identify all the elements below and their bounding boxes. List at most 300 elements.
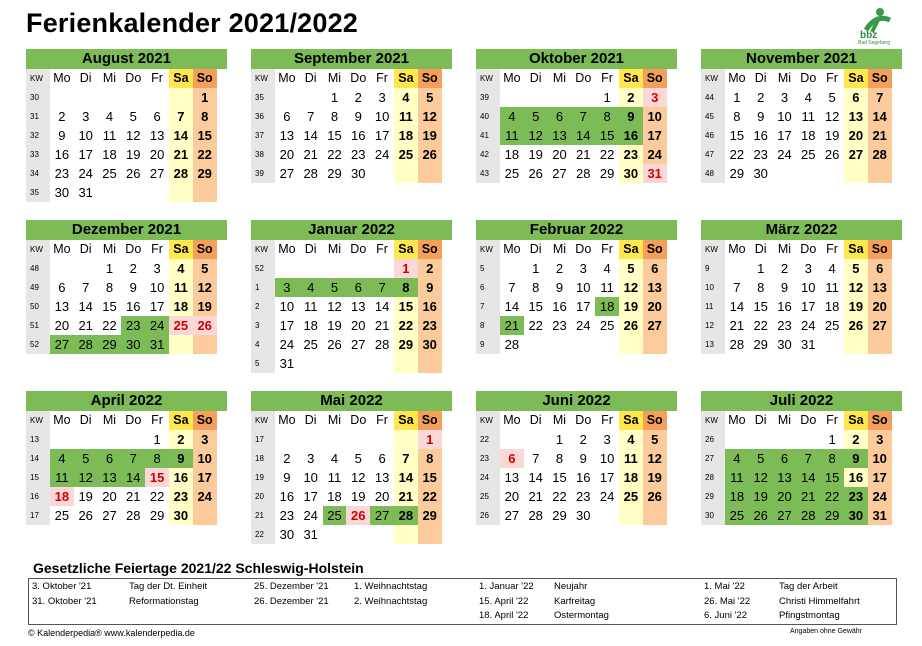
calendar-day[interactable]: 6 xyxy=(283,109,291,124)
calendar-day[interactable]: 6 xyxy=(643,259,667,278)
calendar-day[interactable]: 2 xyxy=(844,430,868,449)
calendar-day[interactable]: 28 xyxy=(504,337,520,352)
calendar-day[interactable]: 19 xyxy=(126,147,141,162)
calendar-day[interactable]: 25 xyxy=(619,487,643,506)
calendar-day[interactable]: 20 xyxy=(552,147,567,162)
calendar-day[interactable]: 18 xyxy=(50,487,74,506)
calendar-day[interactable]: 5 xyxy=(354,451,362,466)
calendar-day[interactable]: 17 xyxy=(78,147,93,162)
calendar-day[interactable]: 21 xyxy=(729,318,745,333)
calendar-day[interactable]: 1 xyxy=(418,430,442,449)
calendar-day[interactable]: 7 xyxy=(394,449,418,468)
calendar-day[interactable]: 9 xyxy=(757,109,765,124)
calendar-day[interactable]: 6 xyxy=(153,109,161,124)
calendar-day[interactable]: 30 xyxy=(351,166,366,181)
calendar-day[interactable]: 13 xyxy=(351,299,366,314)
calendar-day[interactable]: 2 xyxy=(354,90,362,105)
calendar-day[interactable]: 24 xyxy=(374,147,390,162)
calendar-day[interactable]: 6 xyxy=(773,449,797,468)
calendar-day[interactable]: 4 xyxy=(50,449,74,468)
calendar-day[interactable]: 15 xyxy=(528,299,543,314)
calendar-day[interactable]: 3 xyxy=(378,90,386,105)
calendar-day[interactable]: 21 xyxy=(169,145,193,164)
calendar-day[interactable]: 16 xyxy=(169,468,193,487)
calendar-day[interactable]: 7 xyxy=(508,280,516,295)
calendar-day[interactable]: 8 xyxy=(555,451,564,466)
calendar-day[interactable]: 18 xyxy=(102,147,117,162)
calendar-day[interactable]: 15 xyxy=(394,297,418,316)
calendar-day[interactable]: 1 xyxy=(193,88,217,107)
calendar-day[interactable]: 23 xyxy=(279,508,295,523)
calendar-day[interactable]: 26 xyxy=(619,316,643,335)
calendar-day[interactable]: 19 xyxy=(844,297,868,316)
calendar-day[interactable]: 17 xyxy=(576,299,591,314)
calendar-day[interactable]: 31 xyxy=(643,164,667,183)
calendar-day[interactable]: 31 xyxy=(78,185,93,200)
calendar-day[interactable]: 22 xyxy=(528,318,543,333)
calendar-day[interactable]: 30 xyxy=(619,164,643,183)
calendar-day[interactable]: 14 xyxy=(303,128,318,143)
calendar-day[interactable]: 30 xyxy=(418,335,442,354)
calendar-day[interactable]: 20 xyxy=(868,297,892,316)
calendar-day[interactable]: 13 xyxy=(844,107,868,126)
calendar-day[interactable]: 25 xyxy=(801,147,816,162)
calendar-day[interactable]: 18 xyxy=(303,318,318,333)
calendar-day[interactable]: 9 xyxy=(579,451,587,466)
calendar-day[interactable]: 21 xyxy=(796,487,820,506)
calendar-day[interactable]: 17 xyxy=(279,318,295,333)
calendar-day[interactable]: 9 xyxy=(354,109,362,124)
calendar-day[interactable]: 23 xyxy=(619,145,643,164)
calendar-day[interactable]: 14 xyxy=(504,299,520,314)
calendar-day[interactable]: 8 xyxy=(330,109,339,124)
calendar-day[interactable]: 7 xyxy=(796,449,820,468)
calendar-day[interactable]: 10 xyxy=(576,280,591,295)
calendar-day[interactable]: 6 xyxy=(868,259,892,278)
calendar-day[interactable]: 16 xyxy=(126,299,141,314)
calendar-day[interactable]: 28 xyxy=(796,506,820,525)
calendar-day[interactable]: 11 xyxy=(801,109,816,124)
calendar-day[interactable]: 20 xyxy=(844,126,868,145)
calendar-day[interactable]: 11 xyxy=(600,280,614,295)
calendar-day[interactable]: 5 xyxy=(193,259,217,278)
calendar-day[interactable]: 24 xyxy=(599,489,615,504)
calendar-day[interactable]: 26 xyxy=(327,337,342,352)
calendar-day[interactable]: 12 xyxy=(327,299,342,314)
calendar-day[interactable]: 25 xyxy=(169,316,193,335)
calendar-day[interactable]: 13 xyxy=(149,128,165,143)
calendar-day[interactable]: 11 xyxy=(825,280,839,295)
calendar-day[interactable]: 18 xyxy=(394,126,418,145)
calendar-day[interactable]: 12 xyxy=(824,109,840,124)
calendar-day[interactable]: 21 xyxy=(394,487,418,506)
calendar-day[interactable]: 1 xyxy=(757,261,765,276)
calendar-day[interactable]: 11 xyxy=(327,470,342,485)
calendar-day[interactable]: 2 xyxy=(619,88,643,107)
calendar-day[interactable]: 6 xyxy=(58,280,66,295)
calendar-day[interactable]: 17 xyxy=(868,468,892,487)
calendar-day[interactable]: 24 xyxy=(279,337,295,352)
calendar-day[interactable]: 10 xyxy=(78,128,93,143)
calendar-day[interactable]: 16 xyxy=(54,147,70,162)
calendar-day[interactable]: 25 xyxy=(725,506,749,525)
calendar-day[interactable]: 8 xyxy=(145,449,169,468)
calendar-day[interactable]: 18 xyxy=(619,468,643,487)
calendar-day[interactable]: 16 xyxy=(552,299,567,314)
calendar-day[interactable]: 3 xyxy=(153,261,161,276)
calendar-day[interactable]: 26 xyxy=(749,506,773,525)
calendar-day[interactable]: 7 xyxy=(733,280,741,295)
calendar-day[interactable]: 25 xyxy=(394,145,418,164)
calendar-day[interactable]: 12 xyxy=(74,468,98,487)
calendar-day[interactable]: 30 xyxy=(121,335,145,354)
calendar-day[interactable]: 8 xyxy=(105,280,114,295)
calendar-day[interactable]: 20 xyxy=(279,147,295,162)
calendar-day[interactable]: 15 xyxy=(102,299,117,314)
calendar-day[interactable]: 15 xyxy=(552,470,567,485)
calendar-day[interactable]: 24 xyxy=(145,316,169,335)
calendar-day[interactable]: 8 xyxy=(532,280,540,295)
calendar-day[interactable]: 5 xyxy=(129,109,137,124)
calendar-day[interactable]: 10 xyxy=(374,109,390,124)
calendar-day[interactable]: 20 xyxy=(374,489,390,504)
calendar-day[interactable]: 20 xyxy=(773,487,797,506)
calendar-day[interactable]: 31 xyxy=(279,356,295,371)
calendar-day[interactable]: 27 xyxy=(50,335,74,354)
calendar-day[interactable]: 13 xyxy=(374,470,390,485)
calendar-day[interactable]: 24 xyxy=(78,166,93,181)
calendar-day[interactable]: 23 xyxy=(552,318,567,333)
calendar-day[interactable]: 6 xyxy=(378,451,386,466)
calendar-day[interactable]: 20 xyxy=(643,297,667,316)
calendar-day[interactable]: 8 xyxy=(757,280,765,295)
calendar-day[interactable]: 20 xyxy=(504,489,520,504)
calendar-day[interactable]: 27 xyxy=(844,145,868,164)
calendar-day[interactable]: 19 xyxy=(643,468,667,487)
calendar-day[interactable]: 3 xyxy=(780,90,789,105)
calendar-day[interactable]: 25 xyxy=(323,506,347,525)
calendar-day[interactable]: 15 xyxy=(327,128,342,143)
calendar-day[interactable]: 11 xyxy=(725,468,749,487)
calendar-day[interactable]: 3 xyxy=(804,261,812,276)
calendar-day[interactable]: 4 xyxy=(828,261,836,276)
calendar-day[interactable]: 25 xyxy=(102,166,117,181)
calendar-day[interactable]: 29 xyxy=(149,508,165,523)
calendar-day[interactable]: 12 xyxy=(619,278,643,297)
calendar-day[interactable]: 12 xyxy=(524,126,548,145)
calendar-day[interactable]: 10 xyxy=(149,280,165,295)
calendar-day[interactable]: 27 xyxy=(351,337,366,352)
calendar-day[interactable]: 16 xyxy=(619,126,643,145)
calendar-day[interactable]: 18 xyxy=(801,128,816,143)
calendar-day[interactable]: 28 xyxy=(394,506,418,525)
calendar-day[interactable]: 26 xyxy=(193,316,217,335)
calendar-day[interactable]: 12 xyxy=(193,278,217,297)
calendar-day[interactable]: 14 xyxy=(374,299,390,314)
calendar-day[interactable]: 14 xyxy=(394,468,418,487)
calendar-day[interactable]: 22 xyxy=(552,489,567,504)
calendar-day[interactable]: 18 xyxy=(824,299,840,314)
calendar-day[interactable]: 28 xyxy=(729,337,745,352)
calendar-day[interactable]: 7 xyxy=(532,451,540,466)
calendar-day[interactable]: 14 xyxy=(121,468,145,487)
calendar-day[interactable]: 5 xyxy=(749,449,773,468)
calendar-day[interactable]: 2 xyxy=(58,109,66,124)
calendar-day[interactable]: 10 xyxy=(868,449,892,468)
calendar-day[interactable]: 12 xyxy=(643,449,667,468)
calendar-day[interactable]: 26 xyxy=(126,166,141,181)
calendar-day[interactable]: 2 xyxy=(418,259,442,278)
calendar-day[interactable]: 5 xyxy=(643,430,667,449)
calendar-day[interactable]: 17 xyxy=(149,299,165,314)
calendar-day[interactable]: 14 xyxy=(571,126,595,145)
calendar-day[interactable]: 29 xyxy=(753,337,768,352)
calendar-day[interactable]: 31 xyxy=(801,337,816,352)
calendar-day[interactable]: 7 xyxy=(82,280,90,295)
calendar-day[interactable]: 25 xyxy=(504,166,520,181)
calendar-day[interactable]: 24 xyxy=(868,487,892,506)
calendar-day[interactable]: 25 xyxy=(54,508,70,523)
calendar-day[interactable]: 22 xyxy=(418,487,442,506)
calendar-day[interactable]: 17 xyxy=(643,126,667,145)
calendar-day[interactable]: 19 xyxy=(749,487,773,506)
calendar-day[interactable]: 17 xyxy=(599,470,615,485)
calendar-day[interactable]: 21 xyxy=(868,126,892,145)
calendar-day[interactable]: 22 xyxy=(394,316,418,335)
calendar-day[interactable]: 23 xyxy=(169,487,193,506)
calendar-day[interactable]: 19 xyxy=(351,489,366,504)
calendar-day[interactable]: 5 xyxy=(323,278,347,297)
calendar-day[interactable]: 30 xyxy=(169,506,193,525)
calendar-day[interactable]: 4 xyxy=(500,107,524,126)
calendar-day[interactable]: 29 xyxy=(98,335,122,354)
calendar-day[interactable]: 31 xyxy=(303,527,318,542)
calendar-day[interactable]: 23 xyxy=(54,166,70,181)
calendar-day[interactable]: 19 xyxy=(619,297,643,316)
calendar-day[interactable]: 4 xyxy=(105,109,114,124)
calendar-day[interactable]: 21 xyxy=(78,318,93,333)
calendar-day[interactable]: 5 xyxy=(828,90,836,105)
calendar-day[interactable]: 17 xyxy=(801,299,816,314)
calendar-day[interactable]: 19 xyxy=(528,147,543,162)
calendar-day[interactable]: 13 xyxy=(98,468,122,487)
calendar-day[interactable]: 19 xyxy=(824,128,840,143)
calendar-day[interactable]: 27 xyxy=(552,166,567,181)
calendar-day[interactable]: 26 xyxy=(78,508,93,523)
calendar-day[interactable]: 7 xyxy=(868,88,892,107)
calendar-day[interactable]: 1 xyxy=(828,432,836,447)
calendar-day[interactable]: 19 xyxy=(78,489,93,504)
calendar-day[interactable]: 2 xyxy=(555,261,564,276)
calendar-day[interactable]: 3 xyxy=(275,278,299,297)
calendar-day[interactable]: 16 xyxy=(279,489,295,504)
calendar-day[interactable]: 3 xyxy=(307,451,315,466)
calendar-day[interactable]: 7 xyxy=(571,107,595,126)
calendar-day[interactable]: 18 xyxy=(169,297,193,316)
calendar-day[interactable]: 30 xyxy=(777,337,792,352)
calendar-day[interactable]: 19 xyxy=(418,126,442,145)
calendar-day[interactable]: 13 xyxy=(643,278,667,297)
calendar-day[interactable]: 1 xyxy=(394,259,418,278)
calendar-day[interactable]: 10 xyxy=(643,107,667,126)
calendar-day[interactable]: 29 xyxy=(599,166,615,181)
calendar-day[interactable]: 9 xyxy=(418,278,442,297)
calendar-day[interactable]: 14 xyxy=(528,470,543,485)
calendar-day[interactable]: 11 xyxy=(500,126,524,145)
calendar-day[interactable]: 9 xyxy=(129,280,137,295)
calendar-day[interactable]: 28 xyxy=(868,145,892,164)
calendar-day[interactable]: 10 xyxy=(777,109,792,124)
calendar-day[interactable]: 26 xyxy=(418,145,442,164)
calendar-day[interactable]: 15 xyxy=(595,126,619,145)
calendar-day[interactable]: 15 xyxy=(145,468,169,487)
calendar-day[interactable]: 27 xyxy=(370,506,394,525)
calendar-day[interactable]: 26 xyxy=(346,506,370,525)
calendar-day[interactable]: 8 xyxy=(394,278,418,297)
calendar-day[interactable]: 17 xyxy=(374,128,390,143)
calendar-day[interactable]: 9 xyxy=(58,128,66,143)
calendar-day[interactable]: 13 xyxy=(54,299,70,314)
calendar-day[interactable]: 7 xyxy=(370,278,394,297)
calendar-day[interactable]: 28 xyxy=(528,508,543,523)
calendar-day[interactable]: 22 xyxy=(729,147,745,162)
calendar-day[interactable]: 23 xyxy=(351,147,366,162)
calendar-day[interactable]: 25 xyxy=(824,318,840,333)
calendar-day[interactable]: 21 xyxy=(303,147,318,162)
calendar-day[interactable]: 24 xyxy=(777,147,792,162)
calendar-day[interactable]: 3 xyxy=(82,109,90,124)
calendar-day[interactable]: 10 xyxy=(599,451,615,466)
calendar-day[interactable]: 9 xyxy=(619,107,643,126)
calendar-day[interactable]: 14 xyxy=(796,468,820,487)
calendar-day[interactable]: 2 xyxy=(169,430,193,449)
calendar-day[interactable]: 22 xyxy=(327,147,342,162)
calendar-day[interactable]: 9 xyxy=(283,470,291,485)
calendar-day[interactable]: 22 xyxy=(193,145,217,164)
calendar-day[interactable]: 14 xyxy=(78,299,93,314)
calendar-day[interactable]: 20 xyxy=(149,147,165,162)
calendar-day[interactable]: 5 xyxy=(74,449,98,468)
calendar-day[interactable]: 11 xyxy=(50,468,74,487)
calendar-day[interactable]: 20 xyxy=(54,318,70,333)
calendar-day[interactable]: 12 xyxy=(844,278,868,297)
calendar-day[interactable]: 21 xyxy=(528,489,543,504)
calendar-day[interactable]: 13 xyxy=(773,468,797,487)
calendar-day[interactable]: 31 xyxy=(145,335,169,354)
calendar-day[interactable]: 29 xyxy=(729,166,745,181)
calendar-day[interactable]: 19 xyxy=(327,318,342,333)
calendar-day[interactable]: 15 xyxy=(193,126,217,145)
calendar-day[interactable]: 23 xyxy=(844,487,868,506)
calendar-day[interactable]: 9 xyxy=(169,449,193,468)
calendar-day[interactable]: 1 xyxy=(555,432,564,447)
calendar-day[interactable]: 7 xyxy=(121,449,145,468)
calendar-day[interactable]: 29 xyxy=(394,335,418,354)
calendar-day[interactable]: 28 xyxy=(169,164,193,183)
calendar-day[interactable]: 30 xyxy=(279,527,295,542)
calendar-day[interactable]: 30 xyxy=(844,506,868,525)
calendar-day[interactable]: 20 xyxy=(102,489,117,504)
calendar-day[interactable]: 1 xyxy=(532,261,540,276)
calendar-day[interactable]: 1 xyxy=(603,90,611,105)
calendar-day[interactable]: 7 xyxy=(169,107,193,126)
calendar-day[interactable]: 10 xyxy=(801,280,816,295)
calendar-day[interactable]: 25 xyxy=(303,337,318,352)
calendar-day[interactable]: 21 xyxy=(374,318,390,333)
calendar-day[interactable]: 1 xyxy=(153,432,161,447)
calendar-day[interactable]: 28 xyxy=(374,337,390,352)
calendar-day[interactable]: 28 xyxy=(303,166,318,181)
calendar-day[interactable]: 17 xyxy=(303,489,318,504)
calendar-day[interactable]: 23 xyxy=(576,489,591,504)
calendar-day[interactable]: 8 xyxy=(733,109,741,124)
calendar-day[interactable]: 27 xyxy=(868,316,892,335)
calendar-day[interactable]: 13 xyxy=(868,278,892,297)
calendar-day[interactable]: 5 xyxy=(524,107,548,126)
calendar-day[interactable]: 25 xyxy=(599,318,615,333)
calendar-day[interactable]: 14 xyxy=(868,107,892,126)
calendar-day[interactable]: 12 xyxy=(126,128,141,143)
calendar-day[interactable]: 13 xyxy=(279,128,295,143)
calendar-day[interactable]: 18 xyxy=(725,487,749,506)
calendar-day[interactable]: 8 xyxy=(820,449,844,468)
calendar-day[interactable]: 26 xyxy=(528,166,543,181)
calendar-day[interactable]: 5 xyxy=(418,88,442,107)
calendar-day[interactable]: 10 xyxy=(193,449,217,468)
calendar-day[interactable]: 16 xyxy=(576,470,591,485)
calendar-day[interactable]: 16 xyxy=(351,128,366,143)
calendar-day[interactable]: 15 xyxy=(729,128,745,143)
calendar-day[interactable]: 3 xyxy=(868,430,892,449)
calendar-day[interactable]: 11 xyxy=(169,278,193,297)
calendar-day[interactable]: 23 xyxy=(121,316,145,335)
calendar-day[interactable]: 8 xyxy=(418,449,442,468)
calendar-day[interactable]: 6 xyxy=(346,278,370,297)
calendar-day[interactable]: 22 xyxy=(102,318,117,333)
calendar-day[interactable]: 3 xyxy=(193,430,217,449)
calendar-day[interactable]: 17 xyxy=(777,128,792,143)
calendar-day[interactable]: 29 xyxy=(327,166,342,181)
calendar-day[interactable]: 3 xyxy=(643,88,667,107)
calendar-day[interactable]: 6 xyxy=(500,449,524,468)
calendar-day[interactable]: 27 xyxy=(643,316,667,335)
calendar-day[interactable]: 2 xyxy=(579,432,587,447)
calendar-day[interactable]: 29 xyxy=(193,164,217,183)
calendar-day[interactable]: 5 xyxy=(619,259,643,278)
calendar-day[interactable]: 26 xyxy=(824,147,840,162)
calendar-day[interactable]: 22 xyxy=(820,487,844,506)
calendar-day[interactable]: 8 xyxy=(595,107,619,126)
calendar-day[interactable]: 8 xyxy=(193,107,217,126)
calendar-day[interactable]: 18 xyxy=(504,147,520,162)
calendar-day[interactable]: 28 xyxy=(74,335,98,354)
calendar-day[interactable]: 16 xyxy=(753,128,768,143)
calendar-day[interactable]: 6 xyxy=(844,88,868,107)
calendar-day[interactable]: 28 xyxy=(576,166,591,181)
calendar-day[interactable]: 24 xyxy=(643,145,667,164)
calendar-day[interactable]: 11 xyxy=(102,128,117,143)
calendar-day[interactable]: 13 xyxy=(548,126,572,145)
footer-copyright[interactable]: © Kalenderpedia® www.kalenderpedia.de xyxy=(28,628,195,638)
calendar-day[interactable]: 13 xyxy=(504,470,520,485)
calendar-day[interactable]: 4 xyxy=(299,278,323,297)
calendar-day[interactable]: 28 xyxy=(126,508,141,523)
calendar-day[interactable]: 22 xyxy=(599,147,615,162)
calendar-day[interactable]: 30 xyxy=(54,185,70,200)
calendar-day[interactable]: 2 xyxy=(129,261,137,276)
calendar-day[interactable]: 10 xyxy=(303,470,318,485)
calendar-day[interactable]: 12 xyxy=(351,470,366,485)
